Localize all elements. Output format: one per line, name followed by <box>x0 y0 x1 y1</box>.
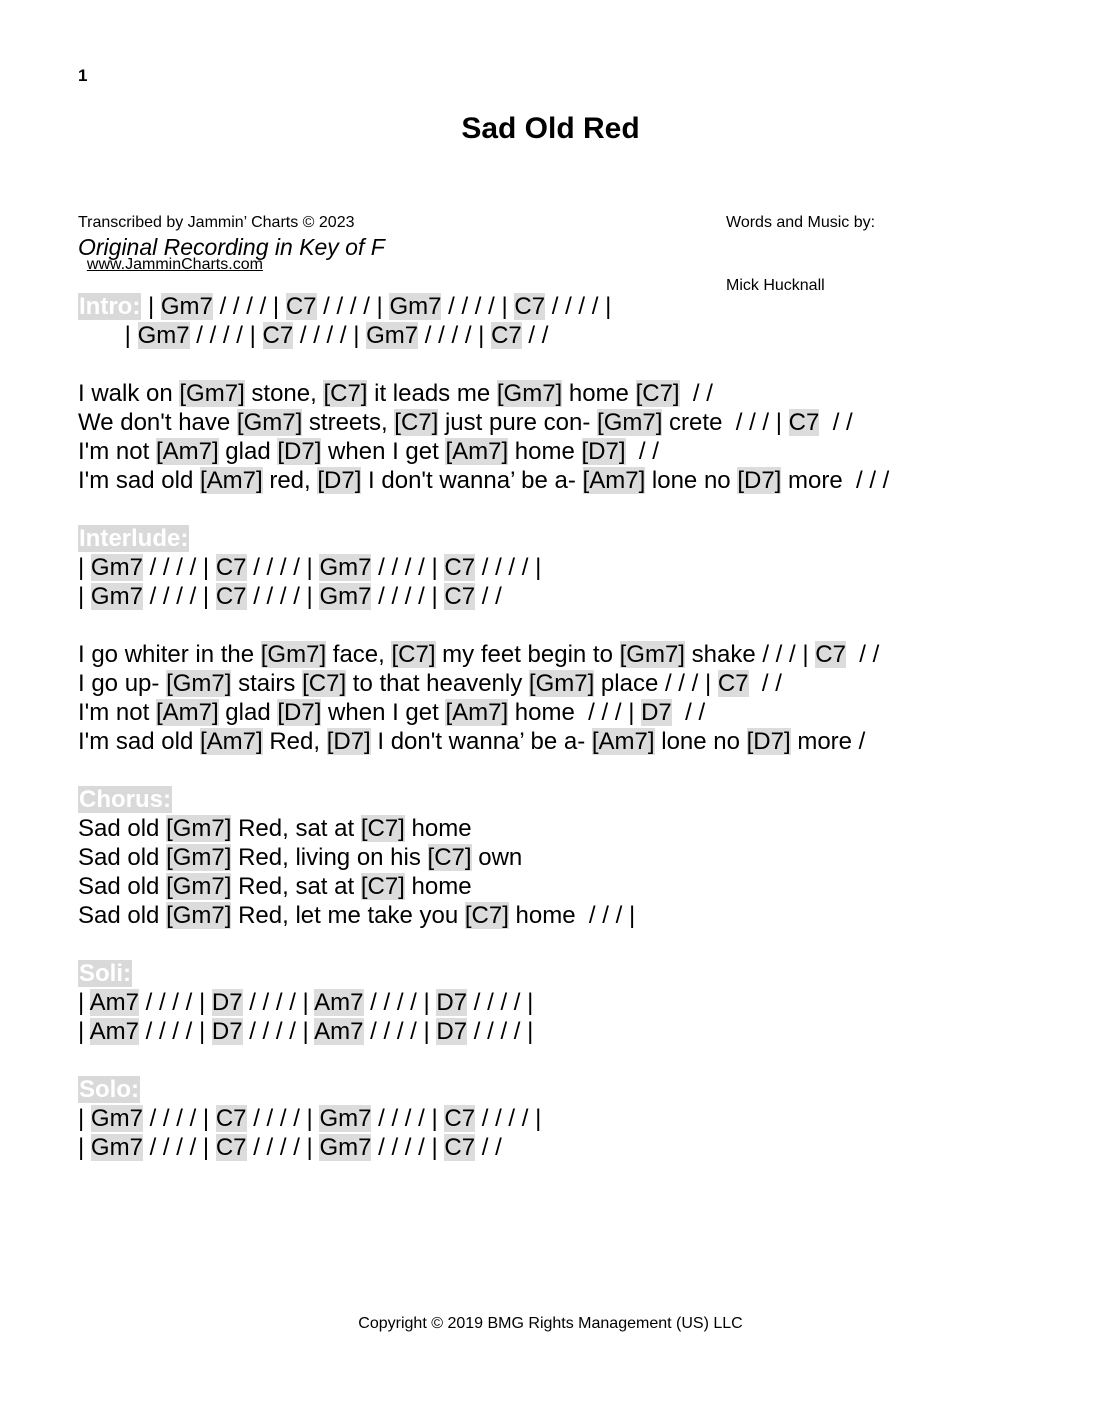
lyric-text: / / / / | <box>371 554 445 581</box>
chart-line <box>78 872 472 901</box>
lyric-text: | <box>78 554 91 581</box>
chord: [D7] <box>326 728 371 755</box>
lyric-text: / / / / | <box>316 293 390 320</box>
chord: [C7] <box>635 380 680 407</box>
section-label: Interlude: <box>79 525 189 552</box>
chart-line <box>78 321 548 350</box>
chart-line <box>78 669 782 698</box>
chord: [Gm7] <box>260 641 327 668</box>
chart-line <box>78 640 879 669</box>
chord: [C7] <box>391 641 436 668</box>
lyric-text: / / / / | <box>418 322 492 349</box>
chord: [D7] <box>737 467 782 494</box>
lyric-text: / / <box>671 699 706 726</box>
chord: C7 <box>215 1134 247 1161</box>
lyric-text: glad <box>218 438 278 465</box>
lyric-text: more / <box>790 728 866 755</box>
chord: D7 <box>436 1018 468 1045</box>
chord: Am7 <box>89 1018 139 1045</box>
chord: [Gm7] <box>597 409 663 436</box>
chord: [D7] <box>317 467 362 494</box>
chord: C7 <box>215 583 247 610</box>
chord: D7 <box>641 699 672 726</box>
chart-line <box>78 1075 140 1104</box>
lyric-text: / / / / | <box>142 583 216 610</box>
chord: Gm7 <box>160 293 213 320</box>
chart-line <box>78 379 713 408</box>
lyric-text: / / / / | <box>467 989 534 1016</box>
chart-line <box>78 1104 541 1133</box>
lyric-text: Red, sat at <box>231 873 361 900</box>
lyric-text: / / / / | <box>138 989 212 1016</box>
lyric-text: home / / / | <box>508 699 642 726</box>
lyric-text: I'm sad old <box>78 467 200 494</box>
chord: C7 <box>815 641 846 668</box>
section-label: Soli: <box>79 960 131 987</box>
lyric-text: / / / / | <box>467 1018 534 1045</box>
page-number: 1 <box>78 66 88 85</box>
lyric-text: just pure con- <box>438 409 598 436</box>
lyric-text: Sad old <box>78 844 167 871</box>
chord: [D7] <box>277 438 322 465</box>
chord: C7 <box>285 293 317 320</box>
lyric-text: / / / / | <box>246 583 320 610</box>
chord: C7 <box>215 554 247 581</box>
lyric-text: Red, sat at <box>231 815 361 842</box>
chord: Gm7 <box>90 1134 143 1161</box>
chord: C7 <box>444 554 476 581</box>
lyric-text: | <box>78 583 91 610</box>
lyric-text: / / / / | <box>242 1018 315 1045</box>
lyric-text: I'm sad old <box>78 728 200 755</box>
chord: Am7 <box>314 1018 364 1045</box>
lyric-text: / / <box>475 583 502 610</box>
chord: C7 <box>717 670 749 697</box>
lyric-text: / / <box>521 322 549 349</box>
chord: Am7 <box>89 989 139 1016</box>
lyric-text: / / <box>819 409 853 436</box>
chart-line <box>78 1017 533 1046</box>
chord: [C7] <box>464 902 509 929</box>
lyric-text: lone no <box>654 728 747 755</box>
lyric-text: | <box>141 293 161 320</box>
chord: Gm7 <box>366 322 419 349</box>
lyric-text: home <box>562 380 636 407</box>
lyric-text: / / / / | <box>246 554 320 581</box>
chord: [Am7] <box>199 467 263 494</box>
chord: [Gm7] <box>619 641 685 668</box>
lyric-text: I'm not <box>78 699 156 726</box>
lyric-text: / / / / | <box>142 1134 216 1161</box>
chord: C7 <box>262 322 294 349</box>
lyric-text: own <box>471 844 523 871</box>
chord: C7 <box>788 409 820 436</box>
chord: [C7] <box>360 873 405 900</box>
lyric-text: | <box>78 1134 91 1161</box>
chord: [Gm7] <box>236 409 303 436</box>
chord: [Am7] <box>155 699 219 726</box>
chord: C7 <box>444 583 476 610</box>
lyric-text: / / / / | <box>242 989 315 1016</box>
lyric-text: / / <box>475 1134 502 1161</box>
lyric-text: / / / / | <box>545 293 612 320</box>
chart-line <box>78 1133 502 1162</box>
lyric-text: / / / / | <box>246 1134 320 1161</box>
chord: D7 <box>211 989 243 1016</box>
lyric-text: I go up- <box>78 670 167 697</box>
website-link[interactable]: www.JamminCharts.com <box>86 256 263 273</box>
section-label: Chorus: <box>79 786 171 813</box>
chart-line <box>78 843 522 872</box>
chord: C7 <box>514 293 546 320</box>
chord: [Am7] <box>445 699 509 726</box>
lyric-text: Red, <box>262 728 327 755</box>
author-name: Mick Hucknall <box>726 277 825 294</box>
lyric-text: Red, let me take you <box>231 902 465 929</box>
lyric-text: | <box>78 989 90 1016</box>
chord: [C7] <box>360 815 405 842</box>
key-note: Original Recording in Key of F <box>78 234 385 260</box>
lyric-text: home <box>404 815 472 842</box>
lyric-text: / / / / | <box>371 1105 445 1132</box>
chord: [Gm7] <box>166 873 232 900</box>
lyric-text: streets, <box>302 409 395 436</box>
lyric-text: crete / / / | <box>662 409 789 436</box>
chord: D7 <box>436 989 468 1016</box>
chart-line <box>78 901 635 930</box>
lyric-text: I walk on <box>78 380 180 407</box>
chord: Gm7 <box>137 322 190 349</box>
lyric-text: / / <box>845 641 880 668</box>
lyric-text: shake / / / | <box>684 641 816 668</box>
song-title: Sad Old Red <box>461 112 640 145</box>
lyric-text: Sad old <box>78 902 167 929</box>
lyric-text: lone no <box>645 467 738 494</box>
lyric-text: / / / / | <box>142 1105 216 1132</box>
chord: [C7] <box>302 670 347 697</box>
credits-right <box>726 170 875 317</box>
chart-line <box>78 959 132 988</box>
chart-line <box>78 466 889 495</box>
lyric-text: / / / / | <box>363 1018 437 1045</box>
chord: C7 <box>215 1105 247 1132</box>
chart-line <box>78 524 189 553</box>
lyric-text: when I get <box>321 438 446 465</box>
chord: [Am7] <box>582 467 646 494</box>
lyric-text: my feet begin to <box>435 641 620 668</box>
lyric-text: I go whiter in the <box>78 641 261 668</box>
chord: Gm7 <box>90 1105 143 1132</box>
lyric-text: I don't wanna’ be a- <box>361 467 583 494</box>
lyric-text: / / / / | <box>371 583 445 610</box>
lyric-text: home <box>508 438 582 465</box>
chord: Gm7 <box>90 554 143 581</box>
lyric-text: / / / / | <box>293 322 367 349</box>
lyric-text: / / / / | <box>475 1105 542 1132</box>
chord: D7 <box>211 1018 243 1045</box>
copyright-footer: Copyright © 2019 BMG Rights Management (US) LLC <box>358 1315 743 1332</box>
lyric-text: Red, living on his <box>231 844 428 871</box>
lyric-text: I don't wanna’ be a- <box>370 728 592 755</box>
chart-line <box>78 553 541 582</box>
chord: Gm7 <box>319 1105 372 1132</box>
lyric-text: I'm not <box>78 438 156 465</box>
chord: [C7] <box>323 380 368 407</box>
lyric-text: | <box>78 1018 90 1045</box>
lyric-text: / / / / | <box>138 1018 212 1045</box>
lyric-text: red, <box>262 467 318 494</box>
chart-line <box>78 727 865 756</box>
lyric-text: Sad old <box>78 873 167 900</box>
chord: [D7] <box>581 438 626 465</box>
section-label: Solo: <box>79 1076 139 1103</box>
chord: [Gm7] <box>166 670 232 697</box>
lyric-text: home / / / | <box>508 902 636 929</box>
chord: [C7] <box>394 409 439 436</box>
lyric-text: place / / / | <box>594 670 718 697</box>
chart-line <box>78 988 533 1017</box>
chart-line <box>78 292 611 321</box>
lyric-text: home <box>404 873 472 900</box>
lyric-text: | <box>78 322 138 349</box>
lyric-text: when I get <box>321 699 446 726</box>
lyric-text: / / / / | <box>363 989 437 1016</box>
lyric-text: / / <box>748 670 782 697</box>
lyric-text: face, <box>326 641 392 668</box>
chart-line <box>78 814 472 843</box>
chord: C7 <box>444 1134 476 1161</box>
transcribed-by: Transcribed by Jammin’ Charts © 2023 <box>78 214 355 231</box>
chord: [D7] <box>746 728 791 755</box>
chord: [Am7] <box>199 728 263 755</box>
lyric-text: / / <box>625 438 659 465</box>
lyric-text: / / / / | <box>441 293 515 320</box>
chord: Gm7 <box>389 293 442 320</box>
chart-line <box>78 582 502 611</box>
section-label: Intro: <box>79 293 141 320</box>
words-music-label: Words and Music by: <box>726 214 876 231</box>
lyric-text: / / / / | <box>475 554 542 581</box>
chart-line <box>78 785 172 814</box>
lyric-text: it leads me <box>367 380 497 407</box>
lyric-text: to that heavenly <box>346 670 529 697</box>
lyric-text: / / / / | <box>142 554 216 581</box>
chord: [Gm7] <box>166 902 232 929</box>
lyric-text: stairs <box>231 670 303 697</box>
lyric-text: / / <box>679 380 713 407</box>
chart-line <box>78 698 705 727</box>
chord: [Gm7] <box>496 380 563 407</box>
chord: [Am7] <box>445 438 509 465</box>
lyric-text: more / / / <box>781 467 890 494</box>
lyric-text: glad <box>218 699 278 726</box>
lyric-text: Sad old <box>78 815 167 842</box>
chord: Gm7 <box>90 583 143 610</box>
chord: Gm7 <box>319 1134 372 1161</box>
lyric-text: / / / / | <box>371 1134 445 1161</box>
lyric-text: / / / / | <box>212 293 286 320</box>
lyric-text: stone, <box>244 380 324 407</box>
lyric-text: / / / / | <box>189 322 263 349</box>
chord: [C7] <box>427 844 472 871</box>
chord: C7 <box>444 1105 476 1132</box>
chord: Gm7 <box>319 554 372 581</box>
chord: [Am7] <box>591 728 655 755</box>
chord: [Gm7] <box>166 815 232 842</box>
chord: [Am7] <box>155 438 219 465</box>
chord: [Gm7] <box>528 670 595 697</box>
chord: Am7 <box>314 989 364 1016</box>
lyric-text: | <box>78 1105 91 1132</box>
chart-line <box>78 437 659 466</box>
chord: Gm7 <box>319 583 372 610</box>
chord: [D7] <box>277 699 322 726</box>
lyric-text: / / / / | <box>246 1105 320 1132</box>
chord: [Gm7] <box>166 844 232 871</box>
chord: [Gm7] <box>179 380 245 407</box>
lyric-text: We don't have <box>78 409 237 436</box>
chart-line <box>78 408 853 437</box>
chord: C7 <box>491 322 522 349</box>
